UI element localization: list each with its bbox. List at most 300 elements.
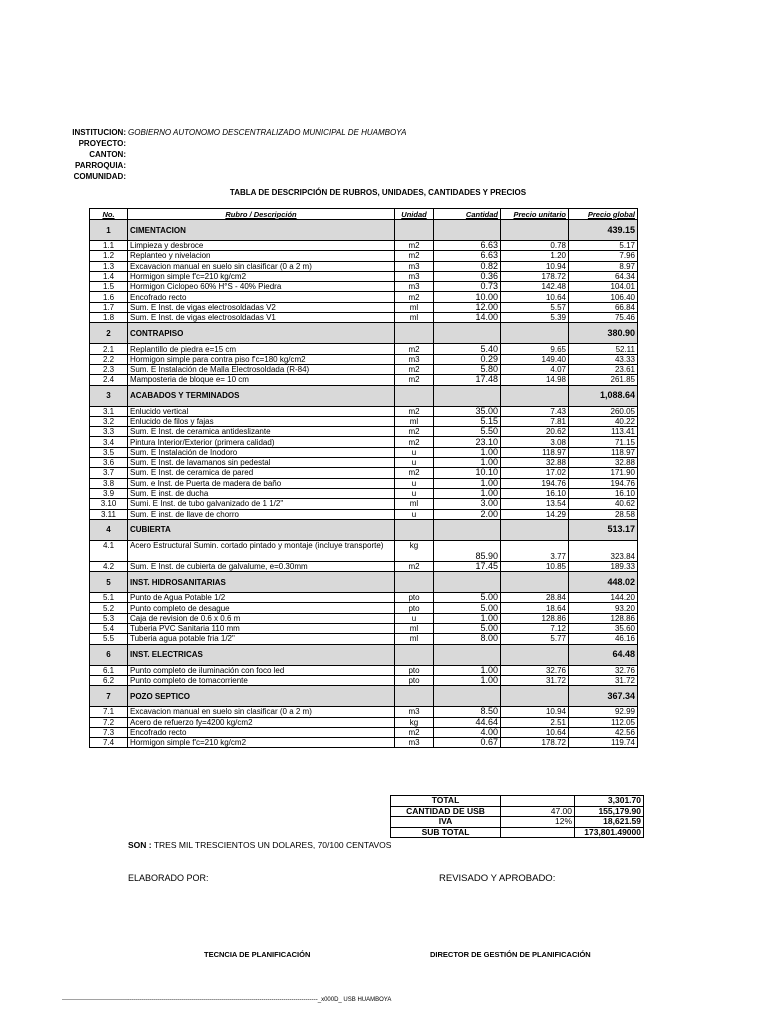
item-no: 3.1 — [90, 406, 128, 416]
summary-iva-row — [391, 817, 644, 828]
item-description: Punto de Agua Potable 1/2 — [128, 593, 395, 603]
item-quantity: 5.00 — [434, 624, 501, 634]
category-no: 4 — [90, 519, 128, 540]
item-no: 5.1 — [90, 593, 128, 603]
item-unit: m2 — [395, 344, 434, 354]
col-header-description: Rubro / Descripción — [128, 209, 395, 220]
item-description: Sum. e Inst. de Puerta de madera de baño — [128, 478, 395, 488]
category-name: POZO SEPTICO — [128, 686, 395, 707]
col-header-unit-price: Precio unitario — [501, 209, 569, 220]
summary-usd-label: CANTIDAD DE USB — [391, 806, 501, 817]
table-row — [90, 427, 638, 437]
item-unit: u — [395, 458, 434, 468]
item-unit-price: 17.02 — [501, 468, 569, 478]
category-name: CUBIERTA — [128, 519, 395, 540]
item-no: 6.2 — [90, 675, 128, 685]
col-header-total-price: Precio global — [569, 209, 638, 220]
item-no: 1.6 — [90, 292, 128, 302]
item-unit-price: 7.43 — [501, 406, 569, 416]
category-quantity — [434, 385, 501, 406]
item-no: 1.4 — [90, 271, 128, 281]
item-total: 260.05 — [569, 406, 638, 416]
category-quantity — [434, 572, 501, 593]
item-description: Hormigon simple para contra piso f'c=180 kg/cm2 — [128, 354, 395, 364]
category-unit-price — [501, 519, 569, 540]
item-no: 3.3 — [90, 427, 128, 437]
item-total: 7.96 — [569, 251, 638, 261]
item-unit: ml — [395, 302, 434, 312]
item-description: Replanteo y nivelacion — [128, 251, 395, 261]
item-total: 35.60 — [569, 624, 638, 634]
item-unit: pto — [395, 593, 434, 603]
summary-usd-value: 155,179.90 — [575, 806, 644, 817]
item-unit-price: 14.29 — [501, 509, 569, 519]
item-no: 3.10 — [90, 499, 128, 509]
category-unit-price — [501, 644, 569, 665]
item-total: 128.86 — [569, 613, 638, 623]
category-quantity — [434, 220, 501, 241]
item-total: 46.16 — [569, 634, 638, 644]
item-total: 104.01 — [569, 282, 638, 292]
item-unit-price: 5.77 — [501, 634, 569, 644]
item-no: 2.2 — [90, 354, 128, 364]
item-unit: m3 — [395, 282, 434, 292]
category-row — [90, 572, 638, 593]
table-row — [90, 509, 638, 519]
proyecto-label: PROYECTO: — [78, 139, 126, 148]
item-total: 66.84 — [569, 302, 638, 312]
item-quantity: 1.00 — [434, 447, 501, 457]
item-unit: ml — [395, 499, 434, 509]
item-unit: m3 — [395, 354, 434, 364]
item-unit: m2 — [395, 251, 434, 261]
item-description: Acero Estructural Sumin. cortado pintado y montaje (incluye transporte) — [128, 540, 395, 561]
item-unit: kg — [395, 540, 434, 561]
item-unit-price: 4.07 — [501, 364, 569, 374]
item-quantity: 0.82 — [434, 261, 501, 271]
institucion-label: INSTITUCION: — [72, 128, 126, 137]
item-unit-price: 7.81 — [501, 416, 569, 426]
item-no: 3.6 — [90, 458, 128, 468]
summary-iva-pct: 12% — [501, 817, 575, 828]
item-total: 42.56 — [569, 727, 638, 737]
item-unit: u — [395, 488, 434, 498]
item-unit-price: 178.72 — [501, 738, 569, 748]
item-quantity: 44.64 — [434, 717, 501, 727]
item-unit: kg — [395, 717, 434, 727]
item-unit-price: 1.20 — [501, 251, 569, 261]
item-unit: ml — [395, 624, 434, 634]
item-total: 75.46 — [569, 313, 638, 323]
item-unit-price: 3.77 — [501, 540, 569, 561]
category-quantity — [434, 686, 501, 707]
item-total: 118.97 — [569, 447, 638, 457]
summary-subtotal-value: 173,801.49000 — [575, 827, 644, 838]
item-total: 32.88 — [569, 458, 638, 468]
item-description: Sum. E inst. de ducha — [128, 488, 395, 498]
item-unit: m2 — [395, 375, 434, 385]
item-unit-price: 20.62 — [501, 427, 569, 437]
category-unit-price — [501, 323, 569, 344]
item-no: 4.2 — [90, 561, 128, 571]
budget-table-body — [90, 220, 638, 748]
category-no: 3 — [90, 385, 128, 406]
table-header-row — [90, 209, 638, 220]
item-unit: u — [395, 478, 434, 488]
table-row — [90, 437, 638, 447]
table-row — [90, 727, 638, 737]
item-no: 1.7 — [90, 302, 128, 312]
category-total: 448.02 — [569, 572, 638, 593]
item-unit-price: 16.10 — [501, 488, 569, 498]
item-description: Replantillo de piedra e=15 cm — [128, 344, 395, 354]
item-no: 3.7 — [90, 468, 128, 478]
item-no: 3.9 — [90, 488, 128, 498]
item-no: 6.1 — [90, 665, 128, 675]
item-unit-price: 5.57 — [501, 302, 569, 312]
item-unit-price: 10.64 — [501, 292, 569, 302]
item-total: 64.34 — [569, 271, 638, 281]
category-row — [90, 323, 638, 344]
category-no: 1 — [90, 220, 128, 241]
item-total: 113.41 — [569, 427, 638, 437]
item-quantity: 0.36 — [434, 271, 501, 281]
item-no: 1.8 — [90, 313, 128, 323]
item-quantity: 8.00 — [434, 634, 501, 644]
item-quantity: 5.50 — [434, 427, 501, 437]
item-unit-price: 9.65 — [501, 344, 569, 354]
item-total: 40.22 — [569, 416, 638, 426]
item-total: 52.11 — [569, 344, 638, 354]
item-total: 28.58 — [569, 509, 638, 519]
table-row — [90, 251, 638, 261]
item-description: Enlucido de filos y fajas — [128, 416, 395, 426]
item-description: Sum. E Inst. de ceramica de pared — [128, 468, 395, 478]
table-row — [90, 634, 638, 644]
item-quantity: 6.63 — [434, 251, 501, 261]
item-unit: m3 — [395, 271, 434, 281]
item-description: Sum. E Inst. de ceramica antideslizante — [128, 427, 395, 437]
parroquia-label: PARROQUIA: — [75, 161, 126, 170]
item-total: 23.61 — [569, 364, 638, 374]
item-quantity: 1.00 — [434, 613, 501, 623]
table-row — [90, 458, 638, 468]
item-unit: m2 — [395, 561, 434, 571]
item-quantity: 14.00 — [434, 313, 501, 323]
item-unit-price: 194.76 — [501, 478, 569, 488]
item-total: 144.20 — [569, 593, 638, 603]
item-description: Mamposteria de bloque e= 10 cm — [128, 375, 395, 385]
table-row — [90, 593, 638, 603]
category-unit-price — [501, 686, 569, 707]
item-unit: u — [395, 613, 434, 623]
table-row — [90, 447, 638, 457]
item-quantity: 10.10 — [434, 468, 501, 478]
item-no: 5.2 — [90, 603, 128, 613]
item-quantity: 5.40 — [434, 344, 501, 354]
item-unit: m2 — [395, 427, 434, 437]
category-name: INST. HIDROSANITARIAS — [128, 572, 395, 593]
table-row — [90, 613, 638, 623]
category-total: 513.17 — [569, 519, 638, 540]
item-unit-price: 0.78 — [501, 241, 569, 251]
item-no: 1.2 — [90, 251, 128, 261]
item-quantity: 1.00 — [434, 458, 501, 468]
item-description: Tuberia agua potable fria 1/2" — [128, 634, 395, 644]
category-row — [90, 385, 638, 406]
item-unit: pto — [395, 675, 434, 685]
item-total: 171.90 — [569, 468, 638, 478]
item-description: Tuberia PVC Sanitaria 110 mm — [128, 624, 395, 634]
table-row — [90, 241, 638, 251]
item-description: Sum. E inst. de llave de chorro — [128, 509, 395, 519]
table-row — [90, 302, 638, 312]
page-footer: --------------------------------------------------------------------------------------------------------------------------------_x000D_ USB HUAMBOYA — [62, 997, 392, 1003]
item-description: Hormigon simple f'c=210 kg/cm2 — [128, 271, 395, 281]
item-no: 5.5 — [90, 634, 128, 644]
category-row — [90, 644, 638, 665]
son-text: TRES MIL TRESCIENTOS UN DOLARES, 70/100 CENTAVOS — [153, 840, 392, 850]
item-description: Caja de revision de 0.6 x 0.6 m — [128, 613, 395, 623]
item-quantity: 1.00 — [434, 488, 501, 498]
item-unit: m2 — [395, 241, 434, 251]
item-unit-price: 149.40 — [501, 354, 569, 364]
summary-usd-row — [391, 806, 644, 817]
item-description: Sum. E Inst. de vigas electrosoldadas V1 — [128, 313, 395, 323]
signature-left: TECNCIA DE PLANIFICACIÓN — [204, 950, 311, 959]
table-row — [90, 488, 638, 498]
item-unit: ml — [395, 416, 434, 426]
item-unit-price: 3.08 — [501, 437, 569, 447]
item-unit-price: 5.39 — [501, 313, 569, 323]
category-unit-price — [501, 572, 569, 593]
table-row — [90, 468, 638, 478]
category-total: 1,088.64 — [569, 385, 638, 406]
item-description: Limpieza y desbroce — [128, 241, 395, 251]
item-unit: m2 — [395, 364, 434, 374]
item-quantity: 1.00 — [434, 675, 501, 685]
category-unit-price — [501, 385, 569, 406]
item-total: 31.72 — [569, 675, 638, 685]
amount-in-words — [128, 840, 391, 850]
category-row — [90, 686, 638, 707]
item-no: 7.4 — [90, 738, 128, 748]
item-quantity: 23.10 — [434, 437, 501, 447]
table-row — [90, 354, 638, 364]
item-total: 323.84 — [569, 540, 638, 561]
item-no: 7.3 — [90, 727, 128, 737]
item-quantity: 6.63 — [434, 241, 501, 251]
col-header-unit: Unidad — [395, 209, 434, 220]
table-row — [90, 624, 638, 634]
item-unit-price: 32.76 — [501, 665, 569, 675]
item-unit: ml — [395, 634, 434, 644]
item-unit-price: 7.12 — [501, 624, 569, 634]
table-row — [90, 603, 638, 613]
category-unit — [395, 572, 434, 593]
item-quantity: 8.50 — [434, 707, 501, 717]
summary-iva-label: IVA — [391, 817, 501, 828]
table-row — [90, 478, 638, 488]
item-quantity: 0.67 — [434, 738, 501, 748]
item-no: 2.3 — [90, 364, 128, 374]
item-quantity: 12.00 — [434, 302, 501, 312]
item-unit-price: 10.94 — [501, 707, 569, 717]
table-row — [90, 738, 638, 748]
item-unit: u — [395, 509, 434, 519]
item-total: 261.85 — [569, 375, 638, 385]
item-total: 32.76 — [569, 665, 638, 675]
item-description: Sum. E Instalación de Inodoro — [128, 447, 395, 457]
item-quantity: 2.00 — [434, 509, 501, 519]
item-unit-price: 128.86 — [501, 613, 569, 623]
item-quantity: 17.48 — [434, 375, 501, 385]
summary-table — [390, 795, 644, 838]
item-unit: pto — [395, 603, 434, 613]
item-unit: m3 — [395, 738, 434, 748]
item-quantity: 3.00 — [434, 499, 501, 509]
category-no: 7 — [90, 686, 128, 707]
item-total: 5.17 — [569, 241, 638, 251]
table-row — [90, 282, 638, 292]
table-row — [90, 665, 638, 675]
item-quantity: 17.45 — [434, 561, 501, 571]
item-quantity: 1.00 — [434, 665, 501, 675]
item-total: 119.74 — [569, 738, 638, 748]
budget-table — [89, 208, 638, 748]
item-total: 71.15 — [569, 437, 638, 447]
summary-subtotal-label: SUB TOTAL — [391, 827, 501, 838]
category-unit — [395, 323, 434, 344]
item-unit-price: 10.64 — [501, 727, 569, 737]
category-name: CIMENTACION — [128, 220, 395, 241]
item-no: 7.2 — [90, 717, 128, 727]
item-total: 43.33 — [569, 354, 638, 364]
col-header-no: No. — [90, 209, 128, 220]
category-unit-price — [501, 220, 569, 241]
item-quantity: 0.29 — [434, 354, 501, 364]
item-description: Acero de refuerzo fy=4200 kg/cm2 — [128, 717, 395, 727]
table-row — [90, 561, 638, 571]
table-row — [90, 406, 638, 416]
category-row — [90, 220, 638, 241]
item-no: 1.5 — [90, 282, 128, 292]
elaborado-label: ELABORADO POR: — [128, 873, 209, 883]
item-unit: m2 — [395, 437, 434, 447]
item-unit-price: 2.51 — [501, 717, 569, 727]
item-total: 16.10 — [569, 488, 638, 498]
item-unit-price: 10.85 — [501, 561, 569, 571]
category-row — [90, 519, 638, 540]
summary-subtotal-row — [391, 827, 644, 838]
item-unit: m2 — [395, 292, 434, 302]
table-row — [90, 707, 638, 717]
item-description: Sum. E Inst. de vigas electrosoldadas V2 — [128, 302, 395, 312]
item-description: Encofrado recto — [128, 727, 395, 737]
item-no: 5.4 — [90, 624, 128, 634]
item-total: 106.40 — [569, 292, 638, 302]
item-no: 3.8 — [90, 478, 128, 488]
item-description: Excavacion manual en suelo sin clasificar (0 a 2 m) — [128, 261, 395, 271]
son-label: SON : — [128, 840, 152, 850]
item-description: Sum. E Inst. de lavamanos sin pedestal — [128, 458, 395, 468]
category-name: CONTRAPISO — [128, 323, 395, 344]
item-unit: m3 — [395, 261, 434, 271]
item-unit-price: 118.97 — [501, 447, 569, 457]
item-unit-price: 178.72 — [501, 271, 569, 281]
item-total: 8.97 — [569, 261, 638, 271]
item-no: 3.5 — [90, 447, 128, 457]
item-description: Sumi. E Inst. de tubo galvanizado de 1 1/2" — [128, 499, 395, 509]
category-quantity — [434, 519, 501, 540]
item-unit-price: 18.64 — [501, 603, 569, 613]
item-unit: m3 — [395, 707, 434, 717]
item-description: Punto completo de tomacorriente — [128, 675, 395, 685]
document-title: TABLA DE DESCRIPCIÓN DE RUBROS, UNIDADES, CANTIDADES Y PRECIOS — [229, 188, 527, 197]
item-description: Excavacion manual en suelo sin clasificar (0 a 2 m) — [128, 707, 395, 717]
category-name: ACABADOS Y TERMINADOS — [128, 385, 395, 406]
item-quantity: 5.00 — [434, 593, 501, 603]
table-row — [90, 540, 638, 561]
summary-subtotal-pct — [501, 827, 575, 838]
item-no: 5.3 — [90, 613, 128, 623]
item-no: 7.1 — [90, 707, 128, 717]
item-no: 1.3 — [90, 261, 128, 271]
category-unit — [395, 644, 434, 665]
item-quantity: 5.80 — [434, 364, 501, 374]
item-unit-price: 28.84 — [501, 593, 569, 603]
category-unit — [395, 385, 434, 406]
category-total: 380.90 — [569, 323, 638, 344]
summary-total-row — [391, 796, 644, 807]
category-quantity — [434, 323, 501, 344]
item-unit: pto — [395, 665, 434, 675]
item-description: Enlucido vertical — [128, 406, 395, 416]
table-row — [90, 499, 638, 509]
col-header-quantity: Cantidad — [434, 209, 501, 220]
item-unit-price: 31.72 — [501, 675, 569, 685]
table-row — [90, 271, 638, 281]
category-no: 6 — [90, 644, 128, 665]
summary-total-value: 3,301.70 — [575, 796, 644, 807]
item-unit: m2 — [395, 727, 434, 737]
table-row — [90, 416, 638, 426]
table-row — [90, 717, 638, 727]
item-unit-price: 32.88 — [501, 458, 569, 468]
item-no: 1.1 — [90, 241, 128, 251]
item-total: 189.33 — [569, 561, 638, 571]
item-no: 2.1 — [90, 344, 128, 354]
item-quantity: 0.73 — [434, 282, 501, 292]
item-total: 194.76 — [569, 478, 638, 488]
item-no: 3.4 — [90, 437, 128, 447]
summary-usd-pct: 47.00 — [501, 806, 575, 817]
table-row — [90, 364, 638, 374]
item-no: 2.4 — [90, 375, 128, 385]
summary-iva-value: 18,621.59 — [575, 817, 644, 828]
summary-total-pct — [501, 796, 575, 807]
item-no: 3.11 — [90, 509, 128, 519]
category-unit — [395, 519, 434, 540]
item-description: Pintura Interior/Exterior (primera calidad) — [128, 437, 395, 447]
table-row — [90, 344, 638, 354]
item-total: 40.62 — [569, 499, 638, 509]
item-total: 93.20 — [569, 603, 638, 613]
item-unit-price: 142.48 — [501, 282, 569, 292]
category-total: 64.48 — [569, 644, 638, 665]
comunidad-label: COMUNIDAD: — [73, 172, 126, 181]
institucion-value: GOBIERNO AUTONOMO DESCENTRALIZADO MUNICIPAL DE HUAMBOYA — [128, 128, 407, 137]
